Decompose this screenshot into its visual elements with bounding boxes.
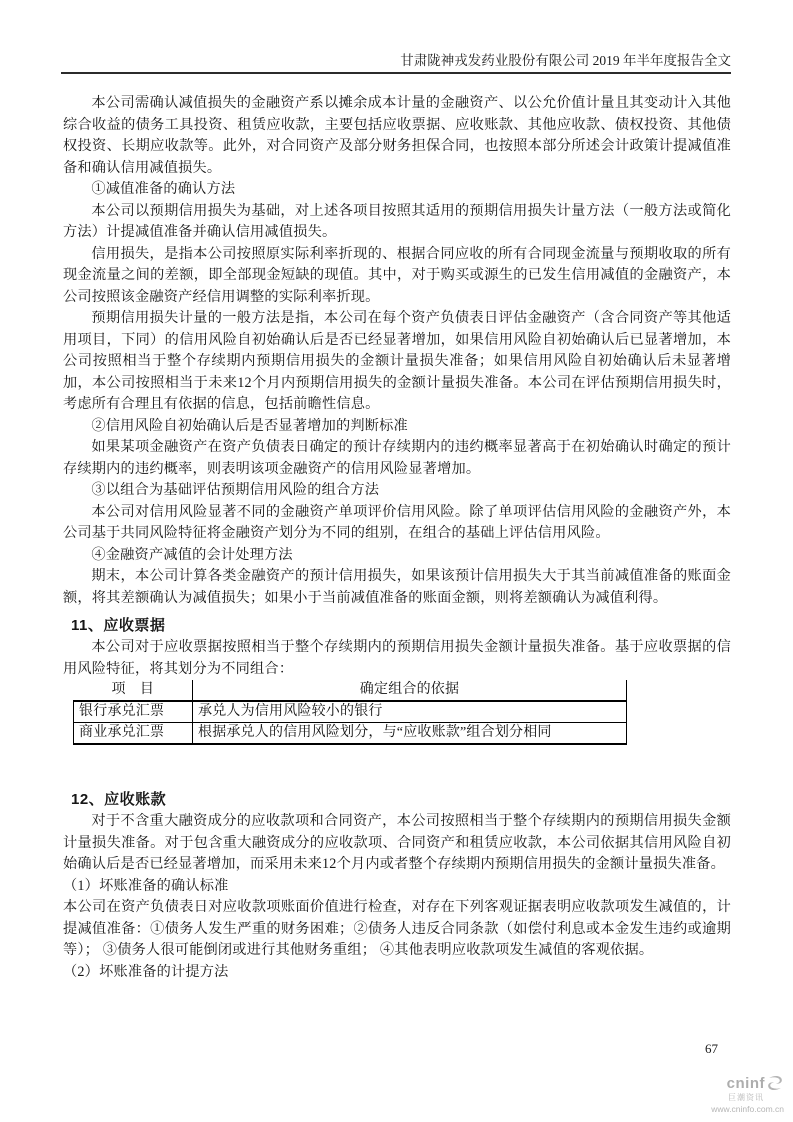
paragraph: 预期信用损失计量的一般方法是指，本公司在每个资产负债表日评估金融资产（含合同资产等其他适用项目，下同）的信用风险自初始确认后是否已经显著增加，如果信用风险自初始确认后已显著增加，本公司按照相当于整个存续期内预期信用损失的金额计量损失准备；如果信用风险自初始确认后未显著增加，本公司按照相当于未来12个月内预期信用损失的金额计量损失准备。本公司在评估预期信用损失时，考虑所有合理且有依据的信息，包括前瞻性信息。: [63, 310, 731, 412]
paragraph: 本公司对于应收票据按照相当于整个存续期内的预期信用损失金额计量损失准备。基于应收票据的信用风险特征，将其划分为不同组合：: [63, 639, 731, 677]
section-heading-11: 11、应收票据: [71, 617, 166, 634]
list-item-title: （2）坏账准备的计提方法: [63, 963, 229, 980]
table-row: [74, 722, 627, 744]
table-cell-item: 银行承兑汇票: [74, 701, 193, 722]
cninfo-logo-brand-row: [706, 1074, 784, 1092]
paragraph: 本公司在资产负债表日对应收款项账面价值进行检查，对存在下列客观证据表明应收款项发生减值的，计提减值准备：①债务人发生严重的财务困难；②债务人违反合同条款（如偿付利息或本金发生违约或逾期等）； ③债务人很可能倒闭或进行其他财务重组； ④其他表明应收款项发生减值的客观依据。: [63, 899, 731, 958]
cninfo-url: www.cninfo.com.cn: [711, 1104, 784, 1114]
cninfo-brand-text: cninf: [726, 1074, 765, 1092]
table-cell-basis: 承兑人为信用风险较小的银行: [193, 701, 627, 722]
paragraph: 信用损失，是指本公司按照原实际利率折现的、根据合同应收的所有合同现金流量与预期收取的所有现金流量之间的差额，即全部现金短缺的现值。其中，对于购买或源生的已发生信用减值的金融资产，本公司按照该金融资产经信用调整的实际利率折现。: [63, 245, 731, 305]
page-header-title: 甘肃陇神戎发药业股份有限公司 2019 年半年度报告全文: [400, 53, 731, 68]
section-heading-12: 12、应收账款: [71, 791, 167, 808]
paragraph: 本公司需确认减值损失的金融资产系以摊余成本计量的金融资产、以公允价值计量且其变动计入其他综合收益的债务工具投资、租赁应收款，主要包括应收票据、应收账款、其他应收款、债权投资、其他债权投资、长期应收款等。此外，对合同资产及部分财务担保合同，也按照本部分所述会计政策计提减值准备和确认信用减值损失。: [63, 95, 731, 176]
sub-item-heading: ①减值准备的确认方法: [91, 181, 236, 197]
paragraph: 本公司对信用风险显著不同的金融资产单项评价信用风险。除了单项评估信用风险的金融资产外，本公司基于共同风险特征将金融资产划分为不同的组别，在组合的基础上评估信用风险。: [63, 503, 731, 541]
table-cell-item: 商业承兑汇票: [74, 722, 193, 744]
list-item-title: （1）坏账准备的确认标准: [63, 877, 229, 894]
header-rule: [61, 72, 731, 74]
table-row: [74, 701, 627, 722]
cninfo-brand-chinese: 巨潮资讯: [728, 1093, 764, 1102]
paragraph: 本公司以预期信用损失为基础，对上述各项目按照其适用的预期信用损失计量方法（一般方法或简化方法）计提减值准备并确认信用减值损失。: [63, 202, 731, 240]
sub-item-heading: ③以组合为基础评估预期信用风险的组合方法: [91, 482, 380, 498]
table-header-basis: 确定组合的依据: [193, 680, 627, 701]
document-body: [63, 93, 731, 983]
cninfo-swirl-icon: [766, 1074, 784, 1092]
table-header-row: [74, 680, 627, 701]
cninfo-logo: [706, 1074, 784, 1114]
page-number: 67: [705, 1041, 718, 1056]
sub-item-heading: ②信用风险自初始确认后是否显著增加的判断标准: [91, 417, 408, 434]
table-cell-basis: 根据承兑人的信用风险划分，与“应收账款”组合划分相同: [193, 722, 627, 744]
paragraph: 期末，本公司计算各类金融资产的预计信用损失，如果该预计信用损失大于其当前减值准备的账面金额，将其差额确认为减值损失；如果小于当前减值准备的账面金额，则将差额确认为减值利得。: [63, 568, 731, 606]
paragraph: 对于不含重大融资成分的应收款项和合同资产，本公司按照相当于整个存续期内的预期信用损失金额计量损失准备。对于包含重大融资成分的应收款项、合同资产和租赁应收款，本公司依据其信用风险自初始确认后是否已经显著增加，而采用未来12个月内或者整个存续期内预期信用损失的金额计量损失准备。: [63, 813, 731, 872]
sub-item-heading: ④金融资产减值的会计处理方法: [91, 546, 293, 563]
paragraph: 如果某项金融资产在资产负债表日确定的预计存续期内的违约概率显著高于在初始确认时确定的预计存续期内的违约概率，则表明该项金融资产的信用风险显著增加。: [63, 439, 731, 477]
table-header-item: 项 目: [74, 680, 193, 701]
notes-receivable-grouping-table: [73, 680, 627, 745]
